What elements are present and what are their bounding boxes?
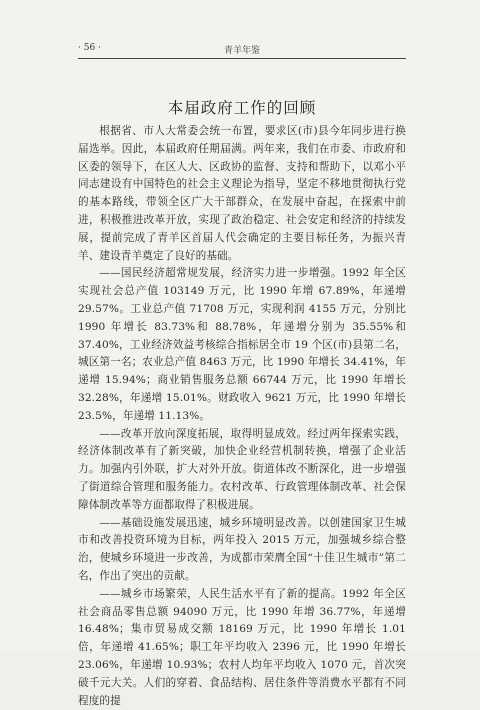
page-header: [78, 43, 406, 57]
paragraph-economy: ——国民经济超常规发展，经济实力进一步增强。1992 年全区实现社会总产值 103149 万元，比 1990 年增 67.89%，年递增 29.57%。工业总产值 71708 万元，实现利润 4155 万元，分别比 1990 年增长 83.73%和 88.78%，年递增分别为 35.55%和 37.40%，工业经济效益考核综合指标居全市 19 个区(市)县第二名，城区第一名；农业总产值 8463 万元，比 1990 年增长 34.41%，年递增 15.94%；商业销售服务总额 66744 万元，比 1990 年增长 32.28%，年递增 15.01%。财政收入 9621 万元，比 1990 年增长 23.5%，年递增 11.13%。: [78, 267, 406, 422]
header-rule: [78, 58, 406, 59]
paragraph-intro: 根据省、市人大常委会统一布置，要求区(市)县今年同步进行换届选举。因此，本届政府任期届满。两年来，我们在市委、市政府和区委的领导下，在区人大、区政协的监督、支持和帮助下，以邓小平同志建设有中国特色的社会主义理论为指导，坚定不移地贯彻执行党的基本路线，带领全区广大干部群众，在发展中奋起，在探索中前进，积极推进改革开放，实现了政治稳定、社会安定和经济的持续发展，提前完成了青羊区首届人代会确定的主要目标任务，为振兴青羊、建设青羊奠定了良好的基础。: [78, 125, 406, 262]
paragraph-reform: ——改革开放向深度拓展，取得明显成效。经过两年探索实践，经济体制改革有了新突破，加快企业经营机制转换，增强了企业活力。加强内引外联，扩大对外开放。街道体改不断深化，进一步增强了街道综合管理和服务能力。农村改革、行政管理体制改革、社会保障体制改革等方面都取得了积极进展。: [78, 427, 406, 511]
paragraph-living-standard: ——城乡市场繁荣，人民生活水平有了新的提高。1992 年全区社会商品零售总额 94090 万元，比 1990 年增 36.77%，年递增 16.48%；集市贸易成交额 18169 万元，比 1990 年增长 1.01 倍，年递增 41.65%；职工年平均收入 2396 元，比 1990 年增长 23.06%，年递增 10.93%；农村人均年平均收入 1070 元，首次突破千元大关。人们的穿着、食品结构、居住条件等消费水平都有不同程度的提: [78, 587, 406, 707]
running-title: 青羊年鉴: [223, 46, 260, 56]
paragraph-infrastructure: ——基础设施发展迅速，城乡环境明显改善。以创建国家卫生城市和改善投资环境为目标，两年投入 2015 万元，加强城乡综合整治，使城乡环境进一步改善，为成都市荣膺全国“十佳卫生城市”第二名，作出了突出的贡献。: [78, 516, 406, 582]
article-body: [78, 123, 406, 710]
article-title: 本届政府工作的回顾: [167, 99, 317, 117]
page-number: · 56 ·: [78, 43, 101, 53]
